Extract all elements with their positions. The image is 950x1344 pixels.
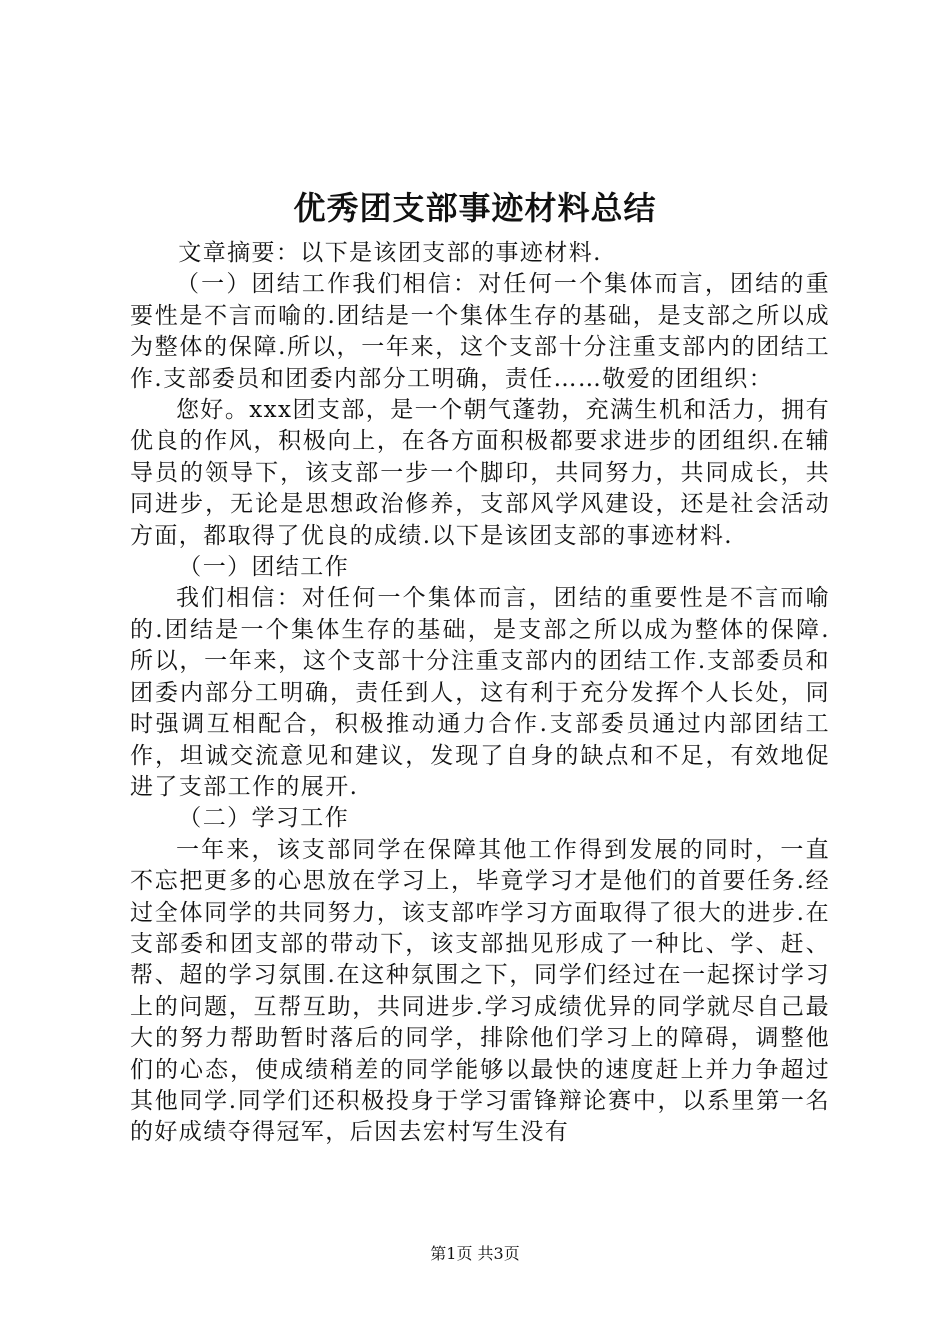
- document-title: 优秀团支部事迹材料总结: [293, 189, 657, 227]
- section-heading-unity: （一）团结工作: [178, 554, 350, 581]
- abstract-paragraph: 文章摘要：以下是该团支部的事迹材料.: [178, 240, 602, 266]
- paragraph-greeting: 您好。xxx团支部，是一个朝气蓬勃，充满生机和活力，拥有优良的作风，积极向上，在各方面积极都要求进步的团组织.在辅导员的领导下，该支部一步一个脚印，共同努力，共同成长，共同进步，无论是思想政治修养，支部风学风建设，还是社会活动方面，都取得了优良的成绩.以下是该团支部的事迹材料.: [130, 397, 830, 549]
- paragraph-intro-summary: （一）团结工作我们相信：对任何一个集体而言，团结的重要性是不言而喻的.团结是一个集体生存的基础，是支部之所以成为整体的保障.所以，一年来，这个支部十分注重支部内的团结工作.支部委员和团委内部分工明确，责任……敬爱的团组织：: [130, 271, 830, 392]
- paragraph-study: 一年来，该支部同学在保障其他工作得到发展的同时，一直不忘把更多的心思放在学习上，毕竟学习才是他们的首要任务.经过全体同学的共同努力，该支部咋学习方面取得了很大的进步.在支部委和团支部的带动下，该支部拙见形成了一种比、学、赶、帮、超的学习氛围.在这种氛围之下，同学们经过在一起探讨学习上的问题，互帮互助，共同进步.学习成绩优异的同学就尽自己最大的努力帮助暂时落后的同学，排除他们学习上的障碍，调整他们的心态，使成绩稍差的同学能够以最快的速度赶上并力争超过其他同学.同学们还积极投身于学习雷锋辩论赛中，以系里第一名的好成绩夺得冠军，后因去宏村写生没有: [130, 836, 830, 1146]
- section-heading-study: （二）学习工作: [178, 805, 350, 832]
- paragraph-unity: 我们相信：对任何一个集体而言，团结的重要性是不言而喻的.团结是一个集体生存的基础，是支部之所以成为整体的保障.所以，一年来，这个支部十分注重支部内的团结工作.支部委员和团委内部分工明确，责任到人，这有利于充分发挥个人长处，同时强调互相配合，积极推动通力合作.支部委员通过内部团结工作，坦诚交流意见和建议，发现了自身的缺点和不足，有效地促进了支部工作的展开.: [130, 585, 830, 800]
- page-footer: 第1页 共3页: [430, 1244, 520, 1263]
- document-body: [130, 238, 830, 1149]
